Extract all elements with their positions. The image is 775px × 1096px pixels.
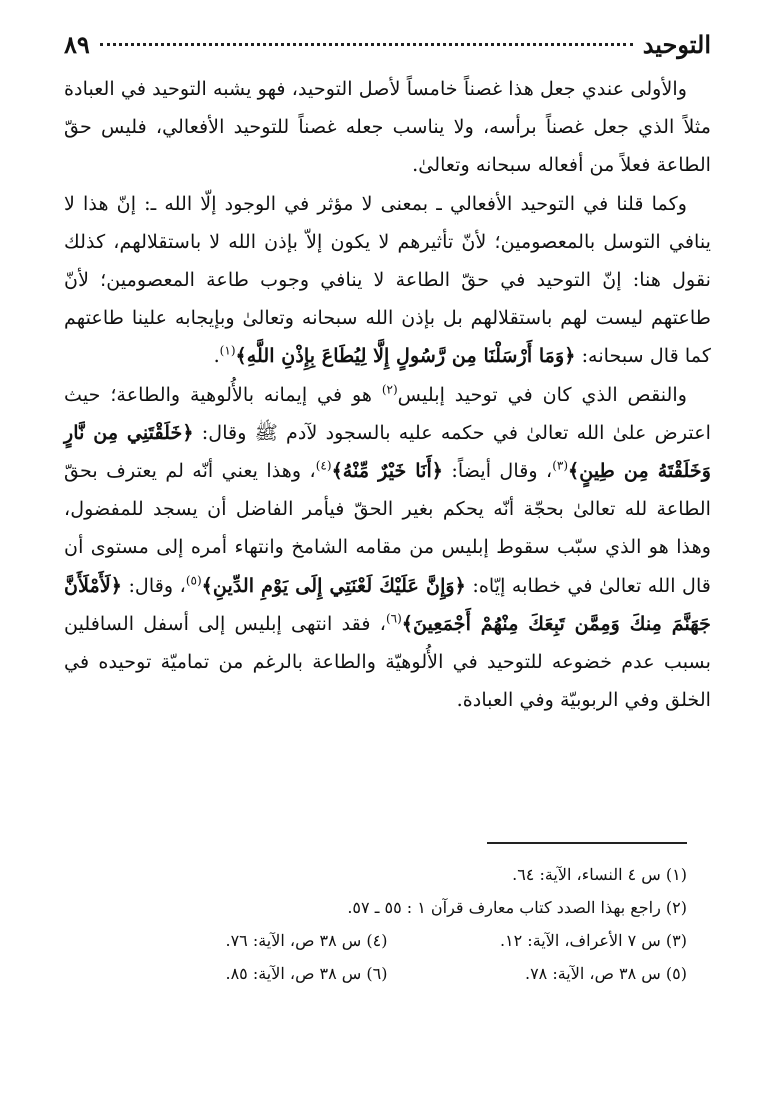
footnote-ref: (٣) xyxy=(552,458,569,473)
footnote-6: (٦) س ٣٨ ص، الآية: ٨٥. xyxy=(225,964,388,983)
paragraph-3 xyxy=(64,376,711,720)
quran-quote: ﴿خَلَقْتَنِي مِن نَّارٍ وَخَلَقْتَهُ مِن طِينٍ﴾ xyxy=(64,420,711,483)
footnote-row xyxy=(88,924,687,957)
paragraph-3-text: ، وقال أيضاً: xyxy=(443,459,553,483)
footnote-ref: (١) xyxy=(219,344,236,359)
footnotes xyxy=(88,858,687,990)
main-text xyxy=(64,70,711,719)
footnote-ref: (٢) xyxy=(381,382,398,397)
paragraph-3-text: ، وقال: xyxy=(122,573,186,597)
quran-quote: ﴿لَأَمْلَأَنَّ جَهَنَّمَ مِنكَ وَمِمَّن تَبِعَكَ مِنْهُمْ أَجْمَعِينَ﴾ xyxy=(64,573,712,635)
chapter-title: التوحيد xyxy=(642,29,711,59)
paragraph-2 xyxy=(64,185,711,376)
footnote-5: (٥) س ٣٨ ص، الآية: ٧٨. xyxy=(524,964,687,983)
footnote-row xyxy=(88,957,687,990)
header-dot-leader xyxy=(100,43,633,46)
footnote-1: (١) س ٤ النساء، الآية: ٦٤. xyxy=(512,865,687,884)
page-number: ٨٩ xyxy=(64,29,90,59)
paragraph-1: والأولى عندي جعل هذا غصناً خامساً لأصل التوحيد، فهو يشبه التوحيد في العبادة مثلاً الذي جعل غصناً برأسه، ولا يناسب جعله غصناً للتوحيد الأفعالي، فليس حقّ الطاعة فعلاً من أفعاله سبحانه وتعالىٰ. xyxy=(64,77,711,177)
footnote-2: (٢) راجع بهذا الصدد كتاب معارف قرآن ١ : ٥٥ ـ ٥٧. xyxy=(347,898,687,917)
running-header xyxy=(64,24,711,64)
paragraph-2-text: وكما قلنا في التوحيد الأفعالي ـ بمعنى لا مؤثر في الوجود إلّا الله ـ: إنّ هذا لا ينافي التوسل بالمعصومين؛ لأنّ تأثيرهم لا يكون إلاّ بإذن الله لا باستقلالهم، كذلك نقول هنا: إنّ التوحيد في حقّ الطاعة لا ينافي وجوب طاعة المعصومين؛ لأنّ طاعتهم ليست لهم باستقلالهم بل بإذن الله سبحانه وتعالىٰ وبإيجابه علينا طاعتهم كما قال سبحانه: xyxy=(64,191,711,368)
paragraph-3-text: ، فقد انتهى إبليس إلى أسفل السافلين بسبب عدم خضوعه للتوحيد في الأُلوهيّة والطاعة بالرغم من تماميّة توحيده في الخلق وفي الربوبيّة وفي العبادة. xyxy=(64,611,711,712)
paragraph-3-text: والنقص الذي كان في توحيد إبليس xyxy=(397,382,688,406)
paragraph-2-end: . xyxy=(213,344,220,368)
footnote-divider xyxy=(487,842,687,844)
paragraph-3-text: هو في إيمانه بالأُلوهية والطاعة؛ حيث اعترض علىٰ الله تعالىٰ في حكمه عليه بالسجود لآدم ﷺ وقال: xyxy=(64,382,711,444)
quran-quote: ﴿أَنَا خَيْرٌ مِّنْهُ﴾ xyxy=(331,459,444,483)
quran-quote: ﴿وَمَا أَرْسَلْنَا مِن رَّسُولٍ إِلَّا لِيُطَاعَ بِإِذْنِ اللَّهِ﴾ xyxy=(235,344,576,368)
quran-quote: ﴿وَإِنَّ عَلَيْكَ لَعْنَتِي إِلَى يَوْمِ الدِّينِ﴾ xyxy=(201,573,466,597)
footnote-3: (٣) س ٧ الأعراف، الآية: ١٢. xyxy=(499,931,687,950)
footnote-4: (٤) س ٣٨ ص، الآية: ٧٦. xyxy=(225,931,388,950)
footnote-ref: (٦) xyxy=(385,611,402,626)
paragraph-3-text: ، وهذا يعني أنّه لم يعترف بحقّ الطاعة لله تعالىٰ بحجّة أنّه يحكم بغير الحقّ فيأمر الفاضل أن يسجد للمفضول، وهذا هو الذي سبّب سقوط إبليس من مقامه الشامخ وانتهاء أمره إلى مستوى أن قال الله تعالىٰ في خطابه إيّاه: xyxy=(64,459,711,597)
footnote-ref: (٥) xyxy=(185,573,202,588)
footnote-ref: (٤) xyxy=(315,458,332,473)
